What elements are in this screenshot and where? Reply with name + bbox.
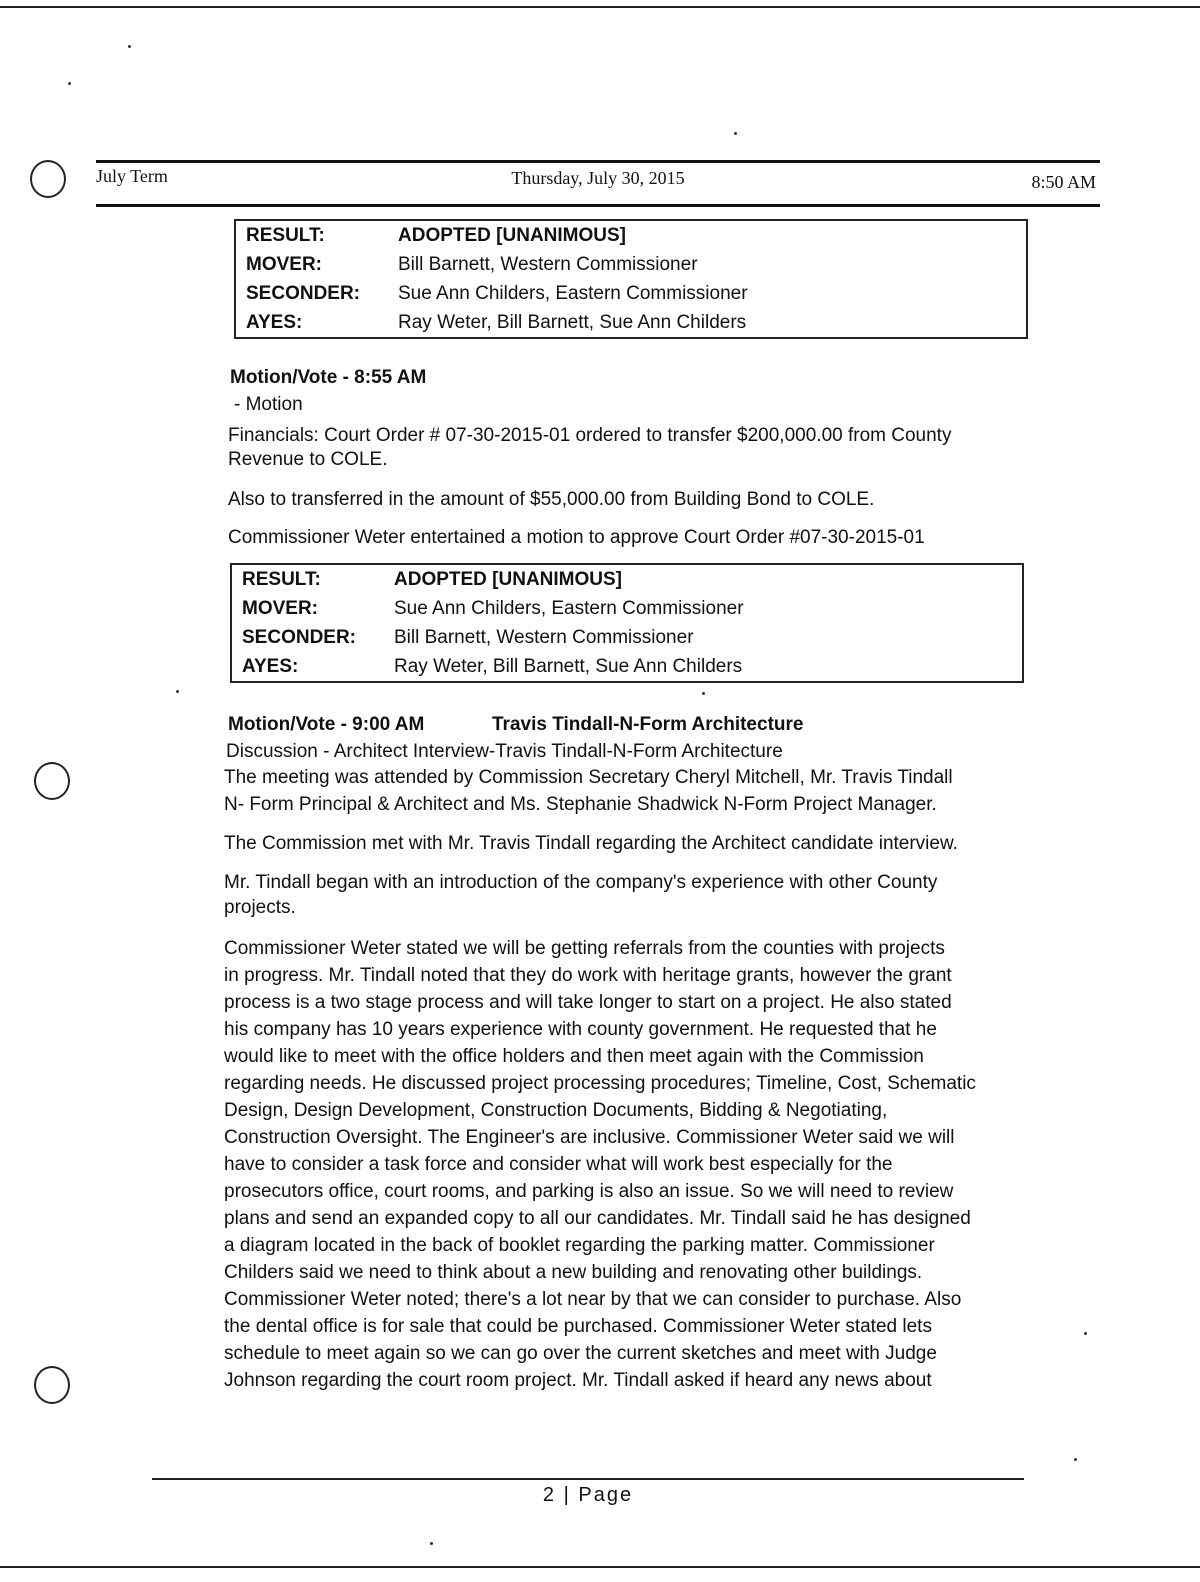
- discussion-body-line: a diagram located in the back of booklet regarding the parking matter. Commissioner: [224, 1235, 935, 1256]
- mover-label: MOVER:: [242, 597, 318, 619]
- punch-hole: [30, 160, 66, 198]
- term-label: July Term: [96, 166, 168, 186]
- discussion-body-line: schedule to meet again so we can go over the current sketches and meet with Judge: [224, 1343, 937, 1364]
- vote-row: [236, 308, 748, 337]
- punch-hole: [34, 1366, 70, 1404]
- vote-result-box: [230, 563, 1024, 683]
- discussion-body-line: plans and send an expanded copy to all our candidates. Mr. Tindall said he has designed: [224, 1208, 971, 1229]
- scan-speck: [128, 45, 131, 48]
- discussion-body-line: would like to meet with the office holders and then meet again with the Commission: [224, 1046, 924, 1067]
- transfer-line: Also to transferred in the amount of $55,000.00 from Building Bond to COLE.: [228, 489, 875, 510]
- header-rule-top: [96, 160, 1100, 163]
- result-value: ADOPTED [UNANIMOUS]: [394, 568, 622, 590]
- introduction-line: projects.: [224, 897, 296, 918]
- mover-value: Bill Barnett, Western Commissioner: [398, 253, 698, 275]
- vote-row: [232, 565, 744, 594]
- page-number: 2 | Page: [542, 1484, 634, 1506]
- punch-hole: [34, 762, 70, 800]
- motion-entertained-line: Commissioner Weter entertained a motion to approve Court Order #07-30-2015-01: [228, 527, 925, 548]
- discussion-body-line: the dental office is for sale that could be purchased. Commissioner Weter stated lets: [224, 1316, 932, 1337]
- discussion-body-line: Commissioner Weter noted; there's a lot near by that we can consider to purchase. Also: [224, 1289, 962, 1310]
- discussion-body-line: process is a two stage process and will take longer to start on a project. He also stated: [224, 992, 952, 1013]
- scan-speck: [1074, 1458, 1077, 1461]
- discussion-body-line: prosecutors office, court rooms, and parking is also an issue. So we will need to review: [224, 1181, 954, 1202]
- result-label: RESULT:: [242, 568, 321, 590]
- discussion-body-line: Commissioner Weter stated we will be getting referrals from the counties with projects: [224, 938, 945, 959]
- motion-topic: Travis Tindall-N-Form Architecture: [492, 714, 804, 735]
- result-value: ADOPTED [UNANIMOUS]: [398, 224, 626, 246]
- meeting-time: 8:50 AM: [1031, 172, 1096, 192]
- vote-table: [232, 565, 744, 681]
- discussion-body-line: Design, Design Development, Construction Documents, Bidding & Negotiating,: [224, 1100, 888, 1121]
- vote-row: [236, 221, 748, 250]
- discussion-body-line: Johnson regarding the court room project. Mr. Tindall asked if heard any news about: [224, 1370, 932, 1391]
- scan-top-edge: [0, 6, 1200, 8]
- scan-speck: [702, 692, 705, 695]
- attendance-line: The meeting was attended by Commission Secretary Cheryl Mitchell, Mr. Travis Tindall: [224, 767, 953, 788]
- vote-row: [236, 279, 748, 308]
- scan-speck: [1084, 1332, 1087, 1335]
- discussion-line: Discussion - Architect Interview-Travis Tindall-N-Form Architecture: [226, 741, 783, 762]
- scan-speck: [430, 1542, 433, 1545]
- vote-row: [236, 250, 748, 279]
- vote-table: [236, 221, 748, 337]
- ayes-value: Ray Weter, Bill Barnett, Sue Ann Childers: [394, 655, 743, 677]
- scan-bottom-edge: [0, 1566, 1200, 1568]
- discussion-body-line: in progress. Mr. Tindall noted that they do work with heritage grants, however the grant: [224, 965, 952, 986]
- scan-speck: [68, 82, 71, 85]
- discussion-body-line: his company has 10 years experience with county government. He requested that he: [224, 1019, 937, 1040]
- motion-subheading: - Motion: [234, 394, 303, 415]
- financials-line: Financials: Court Order # 07-30-2015-01 ordered to transfer $200,000.00 from County: [228, 425, 952, 446]
- attendance-line: N- Form Principal & Architect and Ms. Stephanie Shadwick N-Form Project Manager.: [224, 794, 937, 815]
- page-header: [96, 166, 1100, 204]
- result-label: RESULT:: [246, 224, 325, 246]
- seconder-value: Bill Barnett, Western Commissioner: [394, 626, 694, 648]
- discussion-body-line: regarding needs. He discussed project processing procedures; Timeline, Cost, Schematic: [224, 1073, 976, 1094]
- vote-row: [232, 652, 744, 681]
- ayes-label: AYES:: [242, 655, 299, 677]
- discussion-body-line: have to consider a task force and consider what will work best especially for the: [224, 1154, 893, 1175]
- header-rule-bottom: [96, 204, 1100, 207]
- commission-met-paragraph: The Commission met with Mr. Travis Tindall regarding the Architect candidate interview.: [224, 833, 958, 854]
- seconder-label: SECONDER:: [246, 282, 361, 304]
- scan-speck: [176, 690, 179, 693]
- seconder-value: Sue Ann Childers, Eastern Commissioner: [398, 282, 748, 304]
- motion-heading: Motion/Vote - 9:00 AM: [228, 714, 425, 735]
- motion-heading: Motion/Vote - 8:55 AM: [230, 367, 427, 388]
- introduction-line: Mr. Tindall began with an introduction of the company's experience with other County: [224, 872, 938, 893]
- discussion-body-line: Construction Oversight. The Engineer's are inclusive. Commissioner Weter said we will: [224, 1127, 955, 1148]
- ayes-label: AYES:: [246, 311, 303, 333]
- vote-result-box: [234, 219, 1028, 339]
- mover-label: MOVER:: [246, 253, 322, 275]
- vote-row: [232, 623, 744, 652]
- seconder-label: SECONDER:: [242, 626, 357, 648]
- meeting-date: Thursday, July 30, 2015: [511, 168, 685, 188]
- ayes-value: Ray Weter, Bill Barnett, Sue Ann Childers: [398, 311, 747, 333]
- footer-rule: [152, 1478, 1024, 1480]
- scan-speck: [734, 132, 737, 135]
- financials-line: Revenue to COLE.: [228, 449, 388, 470]
- mover-value: Sue Ann Childers, Eastern Commissioner: [394, 597, 744, 619]
- vote-row: [232, 594, 744, 623]
- discussion-body-line: Childers said we need to think about a new building and renovating other buildings.: [224, 1262, 923, 1283]
